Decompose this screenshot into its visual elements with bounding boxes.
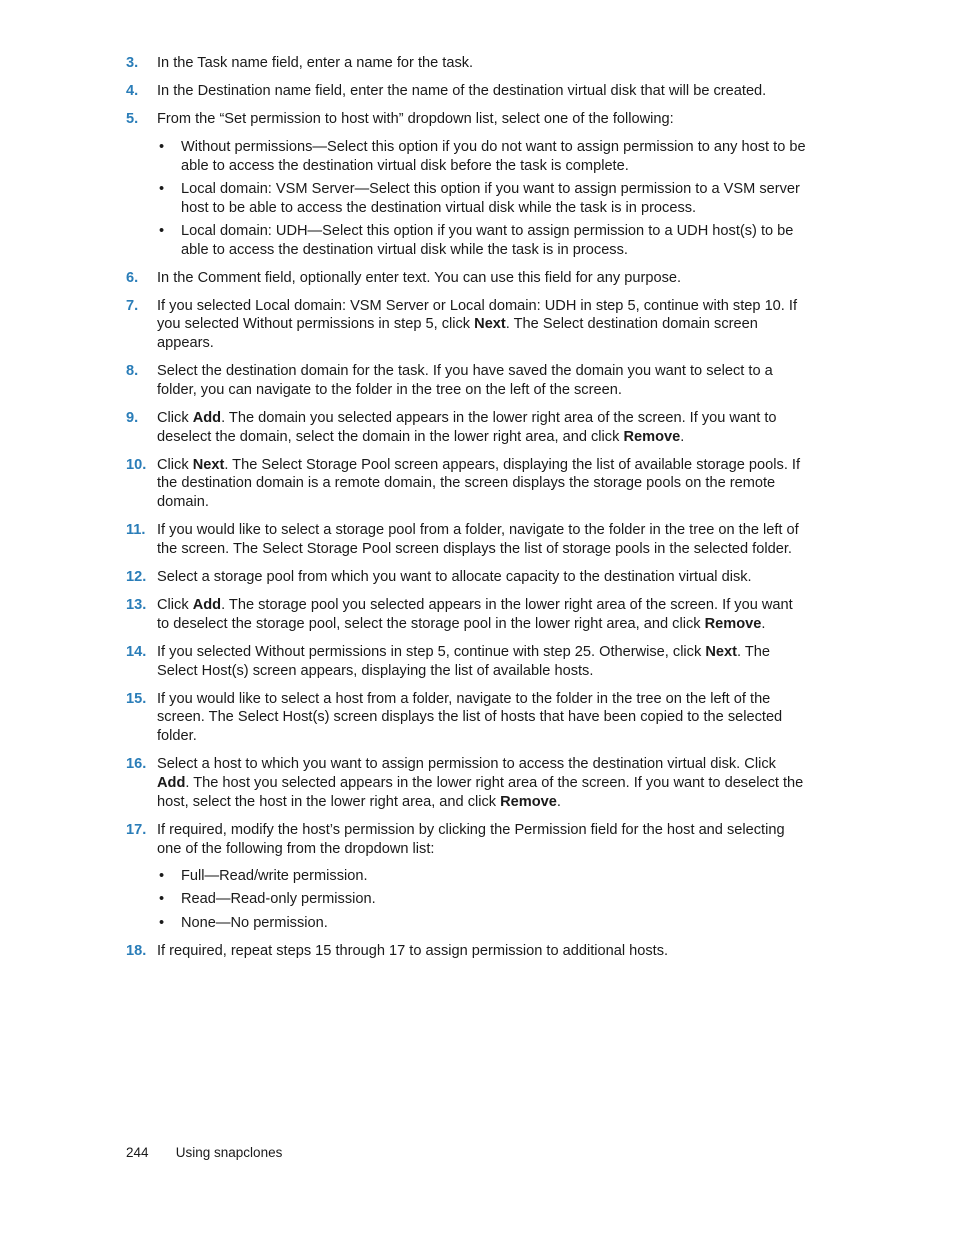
step-number: 13. [126, 596, 147, 613]
step-text-segment: If you selected Without permissions in step 5, continue with step 25. Otherwise, click [157, 643, 706, 660]
option-list [157, 138, 806, 260]
step-item [126, 643, 806, 681]
step-item [126, 269, 806, 288]
page-number: 244 [126, 1145, 149, 1160]
step-text-segment: If required, repeat steps 15 through 17 to assign permission to additional hosts. [157, 942, 669, 959]
footer-section-title: Using snapclones [175, 1145, 283, 1160]
step-item [126, 942, 806, 961]
step-item [126, 456, 806, 512]
option-text: Read—Read-only permission. [181, 891, 376, 908]
step-item [126, 54, 806, 73]
step-text [157, 54, 806, 73]
step-item [126, 362, 806, 400]
ui-control-name: Remove [704, 615, 762, 632]
step-item [126, 297, 806, 353]
step-number: 18. [126, 942, 147, 959]
ui-control-name: Next [705, 643, 737, 660]
bullet-icon: • [159, 868, 165, 885]
step-text-segment: If you selected Local domain: VSM Server or Local domain: UDH in step 5, continue with step 10. If you selected Without permissions in step 5, click [157, 297, 798, 333]
step-number: 3. [126, 55, 139, 71]
step-text [157, 409, 806, 447]
step-number: 4. [126, 82, 139, 99]
step-text-segment: . [761, 615, 766, 632]
option-list-item [157, 180, 806, 218]
bullet-icon: • [159, 180, 165, 197]
option-list [157, 867, 806, 932]
step-text-segment: Select a storage pool from which you want to allocate capacity to the destination virtual disk. [157, 569, 752, 585]
step-text-segment: . [680, 428, 685, 445]
step-text [157, 596, 806, 634]
ui-control-name: Remove [500, 793, 557, 810]
step-item [126, 821, 806, 933]
step-number: 15. [126, 690, 147, 707]
page-footer [126, 1145, 282, 1160]
step-number: 14. [126, 643, 147, 660]
step-number: 11. [126, 522, 146, 539]
step-item [126, 82, 806, 101]
step-text [157, 942, 806, 961]
step-text-segment: . [556, 793, 561, 810]
option-list-item [157, 914, 806, 933]
step-text-segment: In the Comment field, optionally enter text. You can use this field for any purpose. [157, 269, 682, 286]
step-item [126, 110, 806, 259]
step-text [157, 690, 806, 746]
ui-control-name: Add [192, 596, 222, 613]
bullet-icon: • [159, 138, 165, 155]
bullet-icon: • [159, 914, 165, 931]
option-list-item [157, 222, 806, 260]
step-item [126, 596, 806, 634]
step-text-segment: . The storage pool you selected appears in the lower right area of the screen. If you want to deselect the storage pool, select the storage pool in the lower right area, and click [157, 596, 793, 632]
option-list-item [157, 867, 806, 886]
step-text-segment: Select a host to which you want to assign permission to access the destination virtual disk. Click [157, 756, 776, 773]
step-text-segment: In the Destination name field, enter the name of the destination virtual disk that will be created. [157, 82, 767, 99]
step-text-segment: . The Select Storage Pool screen appears, displaying the list of available storage pools. If the destination domain is a remote domain, the screen displays the storage pools on the remote domain. [157, 456, 801, 511]
step-text [157, 362, 806, 400]
ui-control-name: Add [157, 774, 186, 791]
step-item [126, 690, 806, 746]
step-number: 5. [126, 110, 139, 127]
step-text-segment: . The Select destination domain screen appears. [157, 316, 758, 352]
step-text-segment: . The Select Host(s) screen appears, displaying the list of available hosts. [157, 643, 770, 679]
step-number: 8. [126, 363, 139, 380]
step-number: 12. [126, 569, 147, 585]
step-text [157, 755, 806, 811]
step-number: 6. [126, 269, 139, 286]
step-text-segment: Click [157, 596, 193, 613]
step-text [157, 269, 806, 288]
option-text: Local domain: UDH—Select this option if you want to assign permission to a UDH host(s) to be able to access the destination virtual disk while the task is in process. [181, 222, 794, 258]
option-list-item [157, 890, 806, 909]
procedure-steps [126, 54, 806, 970]
step-text-segment: In the Task name field, enter a name for the task. [157, 55, 474, 71]
step-text-segment: . The domain you selected appears in the lower right area of the screen. If you want to deselect the domain, select the domain in the lower right area, and click [157, 409, 777, 445]
ui-control-name: Add [192, 409, 222, 426]
step-number: 16. [126, 756, 147, 773]
ui-control-name: Remove [623, 428, 681, 445]
step-text [157, 82, 806, 101]
step-text [157, 456, 806, 512]
step-text [157, 297, 806, 353]
option-text: Full—Read/write permission. [181, 868, 368, 885]
step-number: 10. [126, 456, 147, 473]
step-text-segment: Click [157, 456, 193, 473]
step-text-segment: If you would like to select a host from a folder, navigate to the folder in the tree on the left of the screen. The Select Host(s) screen displays the list of hosts that have been copied to the selected folder. [157, 690, 783, 745]
step-number: 9. [126, 409, 139, 426]
step-text-segment: . The host you selected appears in the lower right area of the screen. If you want to deselect the host, select the host in the lower right area, and click [157, 774, 804, 810]
option-text: Local domain: VSM Server—Select this option if you want to assign permission to a VSM server host to be able to access the destination virtual disk while the task is in process. [181, 180, 800, 216]
option-text: Without permissions—Select this option if you do not want to assign permission to any host to be able to access the destination virtual disk before the task is complete. [181, 138, 806, 174]
step-text [157, 521, 806, 559]
step-text-segment: Select the destination domain for the task. If you have saved the domain you want to select to a folder, you can navigate to the folder in the tree on the left of the screen. [157, 363, 773, 398]
step-text [157, 110, 806, 129]
ui-control-name: Next [474, 316, 506, 333]
option-text: None—No permission. [181, 914, 328, 931]
option-list-item [157, 138, 806, 176]
step-number: 7. [126, 297, 139, 314]
step-text [157, 821, 806, 859]
step-item [126, 521, 806, 559]
bullet-icon: • [159, 222, 165, 239]
step-text-segment: If required, modify the host’s permission by clicking the Permission field for the host and selecting one of the following from the dropdown list: [157, 821, 785, 857]
bullet-icon: • [159, 891, 165, 908]
ui-control-name: Next [192, 456, 225, 473]
step-text-segment: Click [157, 409, 193, 426]
step-text-segment: From the “Set permission to host with” dropdown list, select one of the following: [157, 110, 674, 127]
step-item [126, 755, 806, 811]
step-text-segment: If you would like to select a storage pool from a folder, navigate to the folder in the tree on the left of the screen. The Select Storage Pool screen displays the list of storage pools in the selected folder. [157, 522, 799, 558]
step-item [126, 568, 806, 587]
step-item [126, 409, 806, 447]
step-text [157, 568, 806, 587]
step-number: 17. [126, 821, 147, 838]
step-text [157, 643, 806, 681]
